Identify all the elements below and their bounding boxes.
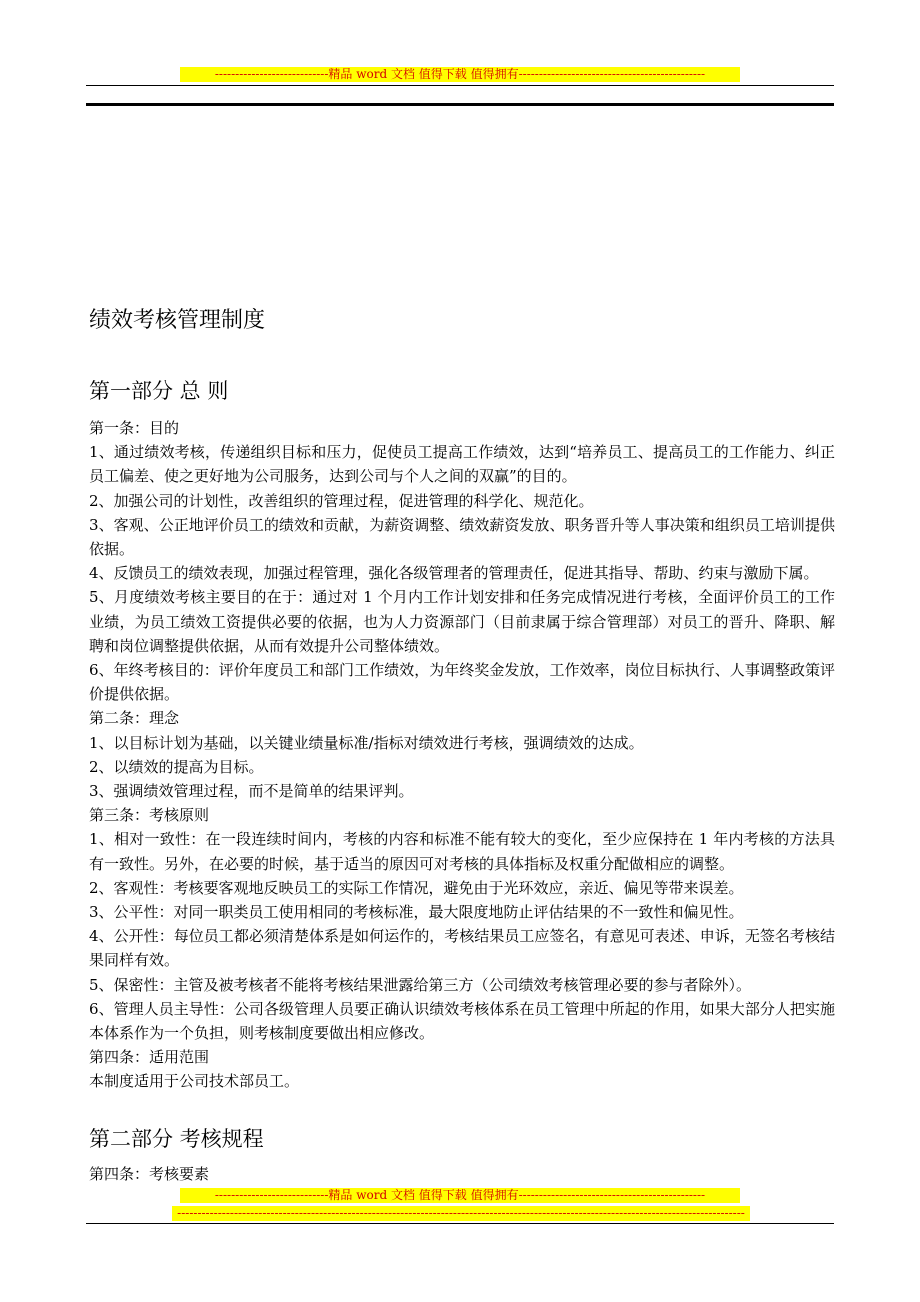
part1-paragraph: 第二条：理念 bbox=[89, 709, 180, 728]
part1-paragraph: 5、保密性：主管及被考核者不能将考核结果泄露给第三方（公司绩效考核管理必要的参与者除外）。 bbox=[89, 975, 752, 994]
part1-paragraph: 5、月度绩效考核主要目的在于：通过对 1 个月内工作计划安排和任务完成情况进行考核，全面评价员工的工作业绩，为员工绩效工资提供必要的依据，也为人力资源部门（目前隶属于综合管理部）对员工的晋升、降职、解聘和岗位调整提供依据，从而有效提升公司整体绩效。 bbox=[89, 588, 835, 655]
part1-paragraph: 3、客观、公正地评价员工的绩效和贡献，为薪资调整、绩效薪资发放、职务晋升等人事决策和组织员工培训提供依据。 bbox=[89, 515, 835, 559]
footer-rule bbox=[86, 1223, 834, 1224]
part1-section bbox=[89, 416, 835, 1094]
part1-paragraph: 1、相对一致性：在一段连续时间内，考核的内容和标准不能有较大的变化，至少应保持在 1 年内考核的方法具有一致性。另外，在必要的时候，基于适当的原因可对考核的具体指标及权重分配做相应的调整。 bbox=[89, 830, 835, 873]
part1-paragraph: 6、年终考核目的：评价年度员工和部门工作绩效，为年终奖金发放，工作效率，岗位目标执行、人事调整政策评价提供依据。 bbox=[89, 661, 835, 704]
header-rule-thin bbox=[86, 85, 834, 86]
part2-section bbox=[89, 1162, 835, 1186]
header-banner: ----------------------------精品 word 文档 值得下载 值得拥有---------------------------------------------- bbox=[180, 67, 740, 82]
part1-paragraph: 2、加强公司的计划性，改善组织的管理过程，促进管理的科学化、规范化。 bbox=[89, 491, 594, 510]
footer-banner: ----------------------------精品 word 文档 值得下载 值得拥有---------------------------------------------- bbox=[180, 1188, 740, 1203]
part1-paragraph: 第三条：考核原则 bbox=[89, 806, 210, 825]
part1-heading: 第一部分 总 则 bbox=[89, 379, 229, 403]
part1-paragraph: 1、以目标计划为基础，以关键业绩量标准/指标对绩效进行考核，强调绩效的达成。 bbox=[89, 733, 644, 752]
part2-paragraph: 第四条：考核要素 bbox=[89, 1165, 210, 1183]
part1-paragraph: 2、客观性：考核要客观地反映员工的实际工作情况，避免由于光环效应，亲近、偏见等带来误差。 bbox=[89, 878, 744, 897]
footer-banner-dashes: -------------------------------------------------------------------------------------------------------------------------------------------- bbox=[172, 1206, 750, 1221]
part1-paragraph: 本制度适用于公司技术部员工。 bbox=[89, 1072, 300, 1091]
part2-heading: 第二部分 考核规程 bbox=[89, 1127, 264, 1151]
document-title: 绩效考核管理制度 bbox=[89, 308, 266, 333]
part1-paragraph: 6、管理人员主导性：公司各级管理人员要正确认识绩效考核体系在员工管理中所起的作用，如果大部分人把实施本体系作为一个负担，则考核制度要做出相应修改。 bbox=[89, 999, 835, 1043]
part1-paragraph: 4、反馈员工的绩效表现，加强过程管理，强化各级管理者的管理责任，促进其指导、帮助、约束与激励下属。 bbox=[89, 564, 819, 583]
part1-paragraph: 第一条：目的 bbox=[89, 419, 180, 437]
part1-paragraph: 4、公开性：每位员工都必须清楚体系是如何运作的，考核结果员工应签名，有意见可表述、申诉，无签名考核结果同样有效。 bbox=[89, 927, 835, 970]
part1-paragraph: 2、以绩效的提高为目标。 bbox=[89, 757, 264, 776]
part1-paragraph: 1、通过绩效考核，传递组织目标和压力，促使员工提高工作绩效，达到“培养员工、提高员工的工作能力、纠正员工偏差、使之更好地为公司服务，达到公司与个人之间的双赢”的目的。 bbox=[89, 443, 835, 486]
part1-paragraph: 第四条：适用范围 bbox=[89, 1048, 210, 1067]
part1-paragraph: 3、强调绩效管理过程，而不是简单的结果评判。 bbox=[89, 782, 414, 801]
part1-paragraph: 3、公平性：对同一职类员工使用相同的考核标准，最大限度地防止评估结果的不一致性和偏见性。 bbox=[89, 903, 744, 922]
header-rule-thick bbox=[86, 103, 834, 106]
